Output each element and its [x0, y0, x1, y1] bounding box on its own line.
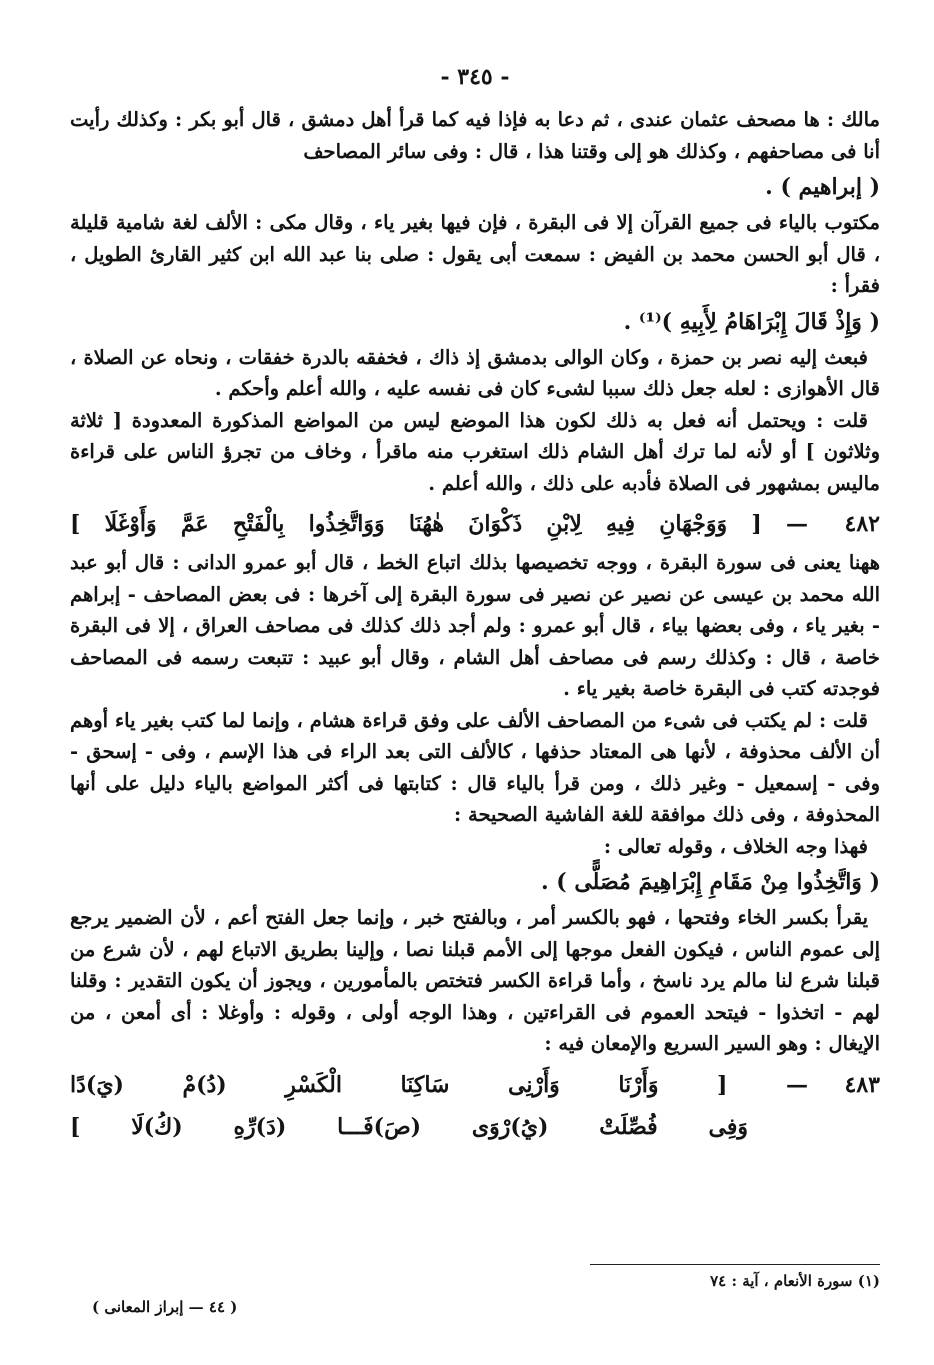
book-signature: ( ٤٤ — إبراز المعانى ) [92, 1298, 238, 1316]
poem-number: ٤٨٣ [844, 1071, 880, 1098]
poem-verse-482 [70, 503, 880, 545]
poem-text: وَفِى فُصِّلَتْ (يُ)رْوَى (صَ)فَـــا (دَ)رِّهِ (كُ)لَا ] [70, 1113, 748, 1140]
poem-line [70, 1064, 880, 1106]
paragraph-4: قلت : ويحتمل أنه فعل به ذلك لكون هذا الموضع ليس من المواضع المذكورة المعدودة [ ثلاثة وثلاثون ] أو لأنه لما ترك أهل الشام ذلك استغرب منه ماقرأ ، وخاف من تجرؤ الناس على قراءة ماليس بمشهور فى الصلاة فأدبه على ذلك ، والله أعلم . [70, 408, 880, 495]
poem-verse-483 [70, 1064, 880, 1148]
poem-text: — [ وَأَرْنَا وَأَرْنِى سَاكِنَا الْكَسْرِ (دُ)مْ (يَ)دًا [70, 1071, 808, 1098]
paragraph-2: مكتوب بالياء فى جميع القرآن إلا فى البقرة ، فإن فيها بغير ياء ، وقال مكى : الألف لغة شامية قليلة ، قال أبو الحسن محمد بن الفيض : سمعت أبى يقول : صلى بنا عبد الله ابن كثير القارئ الطويل ، فقرأ : [70, 211, 880, 297]
footnote: (١) سورة الأنعام ، آية : ٧٤ [710, 1272, 880, 1290]
page-body [70, 64, 880, 1150]
poem-text: — [ وَوَجْهَانِ فِيهِ لِابْنِ ذَكْوَانَ هٰهُنَا وَوَاتَّخِذُوا بِالْفَتْحِ عَمَّ وَأَوْغَلَا ] [70, 511, 808, 537]
paragraph-1: مالك : ها مصحف عثمان عندى ، ثم دعا به فإذا فيه كما قرأ أهل دمشق ، قال أبو بكر : وكذلك رأيت أنا فى مصاحفهم ، وكذلك هو إلى وقتنا هذا ، قال : وفى سائر المصاحف [70, 108, 880, 163]
quran-verse-1: ( إبراهيم ) . [765, 174, 880, 200]
paragraph-6: قلت : لم يكتب فى شىء من المصاحف الألف على وفق قراءة هشام ، وإنما لما كتب بغير ياء أوهم أن الألف محذوفة ، لأنها هى المعتاد حذفها ، كالألف التى بعد الراء فى هذا الإسم ، وفى - إسحق - وفى - إسمعيل - وغير ذلك ، ومن قرأ بالياء قال : كتابتها فى أكثر المواضع بالياء دليل على أنها المحذوفة ، وفى ذلك موافقة للغة الفاشية الصحيحة : [70, 708, 880, 826]
poem-line [70, 503, 880, 545]
paragraph-5: ههنا يعنى فى سورة البقرة ، ووجه تخصيصها بذلك اتباع الخط ، قال أبو عمرو الدانى : قال أبو عبد الله محمد بن عيسى عن نصير عن نصير فى سورة البقرة إلى آخرها : فى بعض المصاحف - إبراهم - بغير ياء ، وفى بعضها بياء ، قال أبو عمرو : ولم أجد ذلك كذلك فى مصاحف العراق ، إلا فى البقرة خاصة ، قال : وكذلك رسم فى مصاحف أهل الشام ، وقال أبو عبيد : تتبعت رسمه فى المصاحف فوجدته كتب فى البقرة خاصة بغير ياء . [70, 551, 880, 700]
paragraph-8: يقرأ بكسر الخاء وفتحها ، فهو بالكسر أمر ، وبالفتح خبر ، وإنما جعل الفتح أعم ، لأن الضمير يرجع إلى عموم الناس ، فيكون الفعل موجها إلى الأمم قبلنا نصا ، وإلينا بطريق الاتباع لهم ، لأن شرع من قبلنا شرع لنا مالم يرد ناسخ ، وأما قراءة الكسر فتختص بالمأمورين ، ويجوز أن يكون التقدير : وقلنا لهم - اتخذوا - فيتحد العموم فى القراءتين ، وهذا الوجه أولى ، وقوله : وأوغلا : أى أمعن ، من الإيغال : وهو السير السريع والإمعان فيه : [70, 906, 880, 1055]
quran-verse-3: ( وَاتَّخِذُوا مِنْ مَقَامِ إِبْرَاهِيمَ مُصَلًّى ) . [540, 869, 880, 895]
page-number: - ٣٤٥ - [440, 64, 510, 90]
poem-number: ٤٨٢ [844, 511, 880, 537]
footnote-divider [590, 1264, 880, 1265]
paragraph-7: فهذا وجه الخلاف ، وقوله تعالى : [603, 834, 868, 858]
quran-verse-2: ( وَإِذْ قَالَ إِبْرَاهَامُ لِأَبِيهِ )⁽¹⁾ . [623, 308, 880, 335]
paragraph-3: فبعث إليه نصر بن حمزة ، وكان الوالى بدمشق إذ ذاك ، فخفقه بالدرة خفقات ، ونحاه عن الصلاة ، قال الأهوازى : لعله جعل ذلك سببا لشىء كان فى نفسه عليه ، والله أعلم وأحكم . [70, 345, 880, 400]
poem-line [70, 1106, 880, 1148]
